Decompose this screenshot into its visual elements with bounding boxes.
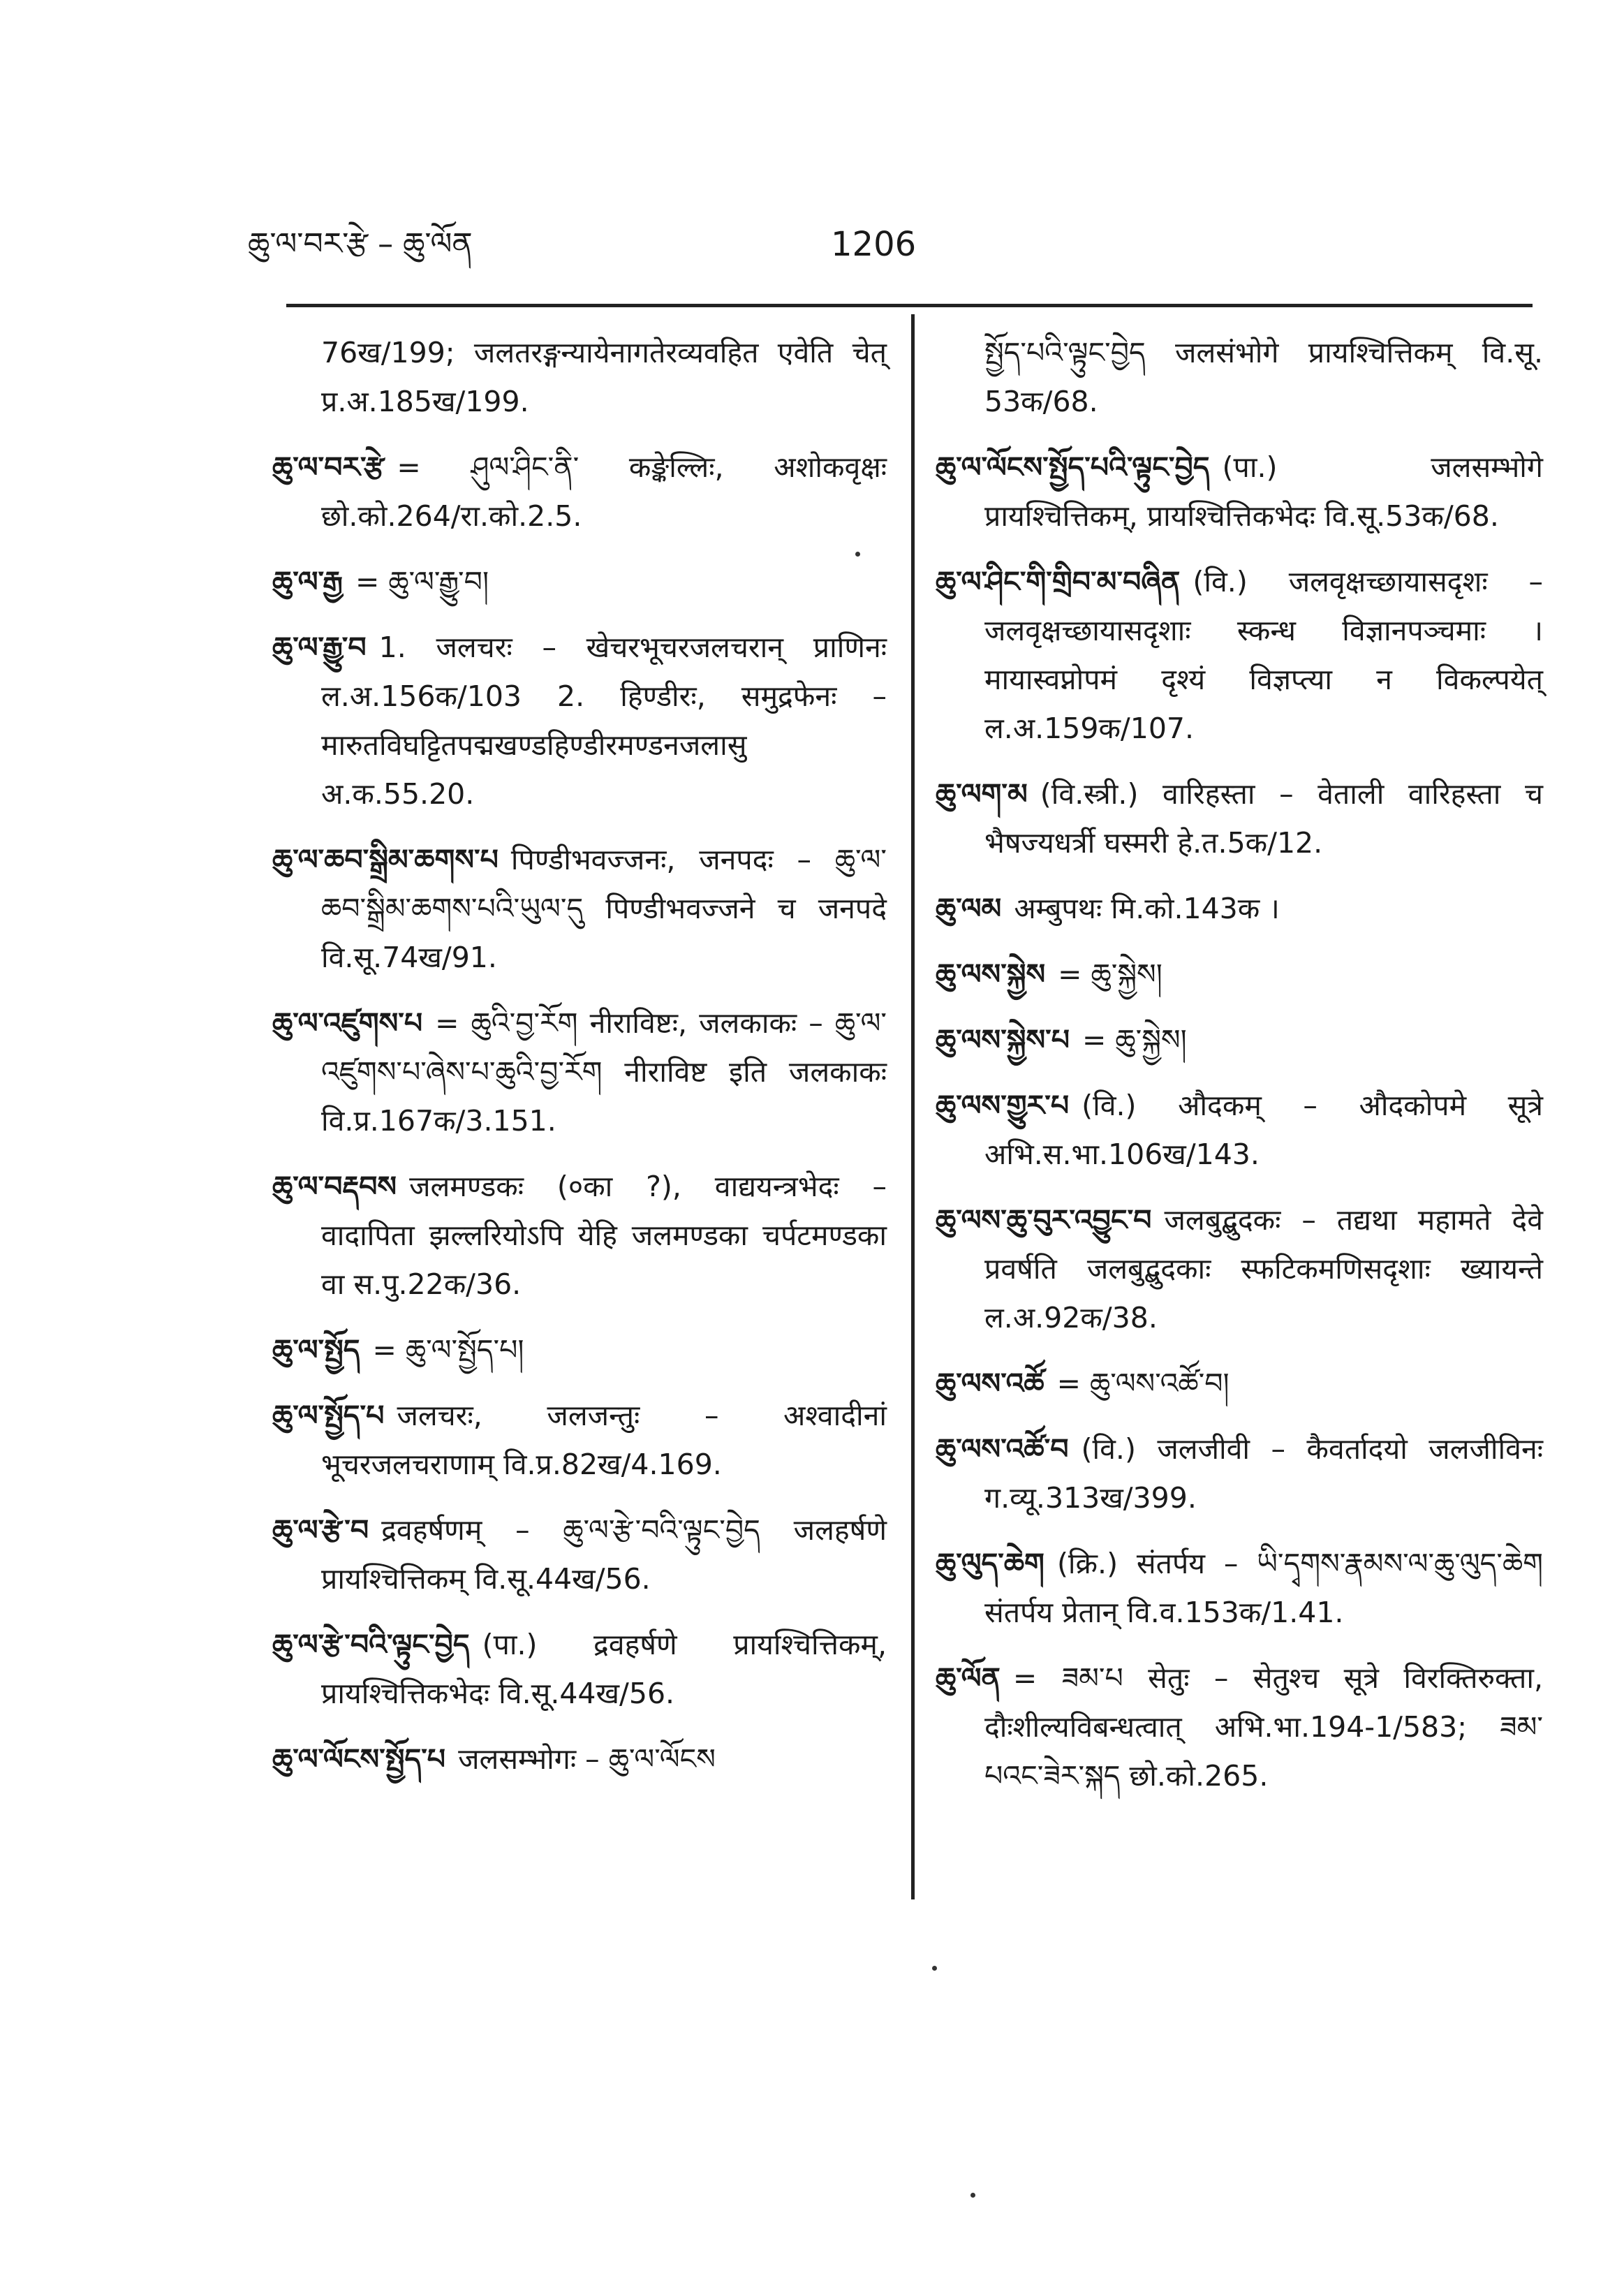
dictionary-entry (936, 328, 1543, 426)
dictionary-entry (936, 770, 1543, 867)
entry-headword: ཆུ་ལ་ལོངས་སྤྱོད་པ (272, 1742, 446, 1776)
entry-headword: ཆུ་ལས་གྱུར་པ (936, 1089, 1070, 1122)
dictionary-entry (272, 1620, 887, 1718)
stray-mark (855, 552, 860, 557)
entry-headword: ཆུ་ལག་མ (936, 777, 1028, 811)
entry-headword: ཆུ་ལ་འཛུགས་པ (272, 1006, 423, 1040)
entry-text: = ཆུ་སྐྱེས། (1082, 1023, 1187, 1057)
entry-text: (पा.) जलसम्भोगे प्रायश्चित्तिकम्, प्रायश्चित्तिकभेदः वि.सू.53क/68. (984, 450, 1543, 533)
entry-headword: ཆུ་ལས་སྐྱེས་པ (936, 1023, 1070, 1057)
dictionary-entry (936, 1425, 1543, 1522)
page-number: 1206 (831, 225, 917, 264)
dictionary-entry (272, 443, 887, 541)
entry-text: जलसम्भोगः – ཆུ་ལ་ལོངས (458, 1742, 716, 1776)
stray-mark (970, 2193, 975, 2198)
entry-text: (वि.) औदकम् – औदकोपमे सूत्रे अभि.स.भा.106ख/143. (984, 1089, 1543, 1171)
dictionary-entry (272, 1506, 887, 1603)
dictionary-entry (272, 835, 887, 982)
header-rule (286, 304, 1533, 307)
entry-text: (वि.) जलजीवी – कैवर्तादयो जलजीविनः ग.व्यू.313ख/399. (984, 1432, 1543, 1515)
dictionary-entry (272, 1162, 887, 1309)
entry-text: = ཆུ་ལ་སྤྱོད་པ། (372, 1333, 524, 1367)
dictionary-entry (936, 443, 1543, 541)
dictionary-entry (272, 1325, 887, 1374)
entry-text: अम्बुपथः मि.को.143क । (1014, 892, 1280, 925)
dictionary-entry (272, 1391, 887, 1489)
entry-headword: ཆུ་ལ་ཤིང་གི་གྲིབ་མ་བཞིན (936, 565, 1181, 598)
entry-text: = ཟམ་པ सेतुः – सेतुश्च सूत्रे विरक्तिरुक्ता, दौःशील्यविबन्धत्वात् अभि.भा.194-1/583; ཟམ་པའང་ཟེར་སྐད छो.को.265. (984, 1661, 1543, 1793)
entry-text: = ཆུ་ལས་འཚོ་བ། (1056, 1367, 1230, 1400)
entry-headword: ཆུ་ལ་ལོངས་སྤྱོད་པའི་ལྟུང་བྱེད (936, 450, 1210, 484)
entry-text: 1. जलचरः – खेचरभूचरजलचरान् प्राणिनः ल.अ.156क/103 2. हिण्डीरः, समुद्रफेनः – मारुतविघट्टितपद्मखण्डहिण्डीरमण्डनजलासु अ.क.55.20. (321, 631, 887, 811)
entry-text: = ཆུ་སྐྱེས། (1058, 957, 1162, 991)
entry-text: སྤྱོད་པའི་ལྟུང་བྱེད जलसंभोगे प्रायश्चित्तिकम् वि.सू. 53क/68. (984, 336, 1543, 418)
entry-headword: ཆུ་ལ་རྒྱུ་བ (272, 631, 367, 664)
entry-headword: ཆུ་ལ་ཆབ་སྒྲིམ་ཆགས་པ (272, 843, 499, 876)
entry-headword: ཆུ་ལུད་ཆེག (936, 1547, 1044, 1580)
left-column (272, 328, 887, 1800)
entry-text: द्रवहर्षणम् – ཆུ་ལ་རྩེ་བའི་ལྟུང་བྱེད जलहर्षणे प्रायश्चित्तिकम् वि.सू.44ख/56. (321, 1513, 887, 1596)
entry-headword: ཆུ་ལས་འཚོ (936, 1367, 1044, 1400)
dictionary-entry (936, 1654, 1543, 1800)
entry-text: 76ख/199; जलतरङ्गन्यायेनागतेरव्यवहित एवेति चेत् प्र.अ.185ख/199. (321, 336, 887, 418)
column-divider (911, 314, 915, 1899)
entry-headword: ཆུ་ལ་བར་རྩེ (272, 450, 385, 484)
entry-text: (वि.स्त्री.) वारिहस्ता – वेताली वारिहस्ता च भैषज्यधर्त्री घस्मरी हे.त.5क/12. (984, 777, 1543, 860)
entry-text: (क्रि.) संतर्पय – ཡི་དྭགས་རྣམས་ལ་ཆུ་ལུད་ཆེག संतर्पय प्रेतान् वि.व.153क/1.41. (984, 1547, 1543, 1629)
dictionary-entry (936, 1359, 1543, 1408)
dictionary-entry (272, 999, 887, 1145)
entry-headword: ཆུ་ལ་སྤྱོད (272, 1333, 360, 1367)
entry-text: (पा.) द्रवहर्षणे प्रायश्चित्तिकम्, प्रायश्चित्तिकभेदः वि.सू.44ख/56. (321, 1628, 887, 1710)
entry-headword: ཆུ་ལ་སྤྱོད་པ (272, 1399, 385, 1432)
dictionary-entry (272, 1735, 887, 1784)
entry-text: = ཆུའི་བྱ་རོག नीराविष्टः, जलकाकः – ཆུ་ལ་འཛུགས་པ་ཞེས་པ་ཆུའི་བྱ་རོག नीराविष्ट इति जलकाकः वि.प्र.167क/3.151. (321, 1006, 887, 1138)
entry-headword: ཆུ་ལས་ཆུ་བུར་འབྱུང་བ (936, 1203, 1152, 1237)
dictionary-entry (936, 557, 1543, 753)
entry-text: जलमण्डकः (०का ?), वाद्ययन्त्रभेदः – वादापिता झल्लरियोऽपि येहि जलमण्डका चर्पटमण्डका वा स.पु.22क/36. (321, 1170, 887, 1301)
right-column (936, 328, 1543, 1817)
entry-headword: ཆུ་ལས་འཚོ་བ (936, 1432, 1069, 1466)
dictionary-entry (936, 1539, 1543, 1637)
dictionary-entry (272, 557, 887, 606)
stray-mark (932, 1966, 937, 1971)
dictionary-entry (272, 623, 887, 818)
dictionary-entry (936, 1081, 1543, 1179)
entry-text: = ཆུ་ལ་རྒྱུ་བ། (355, 565, 489, 598)
entry-headword: ཆུ་ལས་སྐྱེས (936, 957, 1046, 991)
running-head: ཆུ་ལ་བར་རྩེ – ཆུ་ལོན (248, 226, 473, 262)
entry-headword: ཆུ་ལོན (936, 1661, 1001, 1695)
dictionary-entry (936, 950, 1543, 999)
page-header (0, 216, 1624, 272)
dictionary-entry (272, 328, 887, 426)
dictionary-entry (936, 1196, 1543, 1342)
entry-headword: ཆུ་ལ་བརྡབས (272, 1170, 397, 1203)
entry-headword: ཆུ་ལམ (936, 892, 1002, 925)
entry-text: = ཤུལ་ཤིང་ནི་ कङ्केल्लिः, अशोकवृक्षः छो.को.264/रा.को.2.5. (321, 450, 887, 533)
entry-text: पिण्डीभवज्जनः, जनपदः – ཆུ་ལ་ཆབ་སྒྲིམ་ཆགས་པའི་ཡུལ་དུ पिण्डीभवज्जने च जनपदे वि.सू.74ख/91. (321, 843, 887, 974)
entry-headword: ཆུ་ལ་རྩེ་བའི་ལྟུང་བྱེད (272, 1628, 470, 1661)
entry-text: (वि.) जलवृक्षच्छायासदृशः – जलवृक्षच्छायासदृशाः स्कन्ध विज्ञानपञ्चमाः । मायास्वप्नोपमं दृश्यं विज्ञप्त्या न विकल्पयेत् ल.अ.159क/107. (984, 565, 1543, 745)
dictionary-entry (936, 884, 1543, 933)
entry-text: जलबुद्बुदकः – तद्यथा महामते देवे प्रवर्षति जलबुद्बुदकाः स्फटिकमणिसदृशाः ख्यायन्ते ल.अ.92क/38. (984, 1203, 1543, 1335)
entry-headword: ཆུ་ལ་རྒྱ (272, 565, 343, 598)
entry-text: जलचरः, जलजन्तुः – अश्वादीनां भूचरजलचराणाम् वि.प्र.82ख/4.169. (321, 1399, 887, 1481)
entry-headword: ཆུ་ལ་རྩེ་བ (272, 1513, 369, 1547)
dictionary-entry (936, 1015, 1543, 1064)
